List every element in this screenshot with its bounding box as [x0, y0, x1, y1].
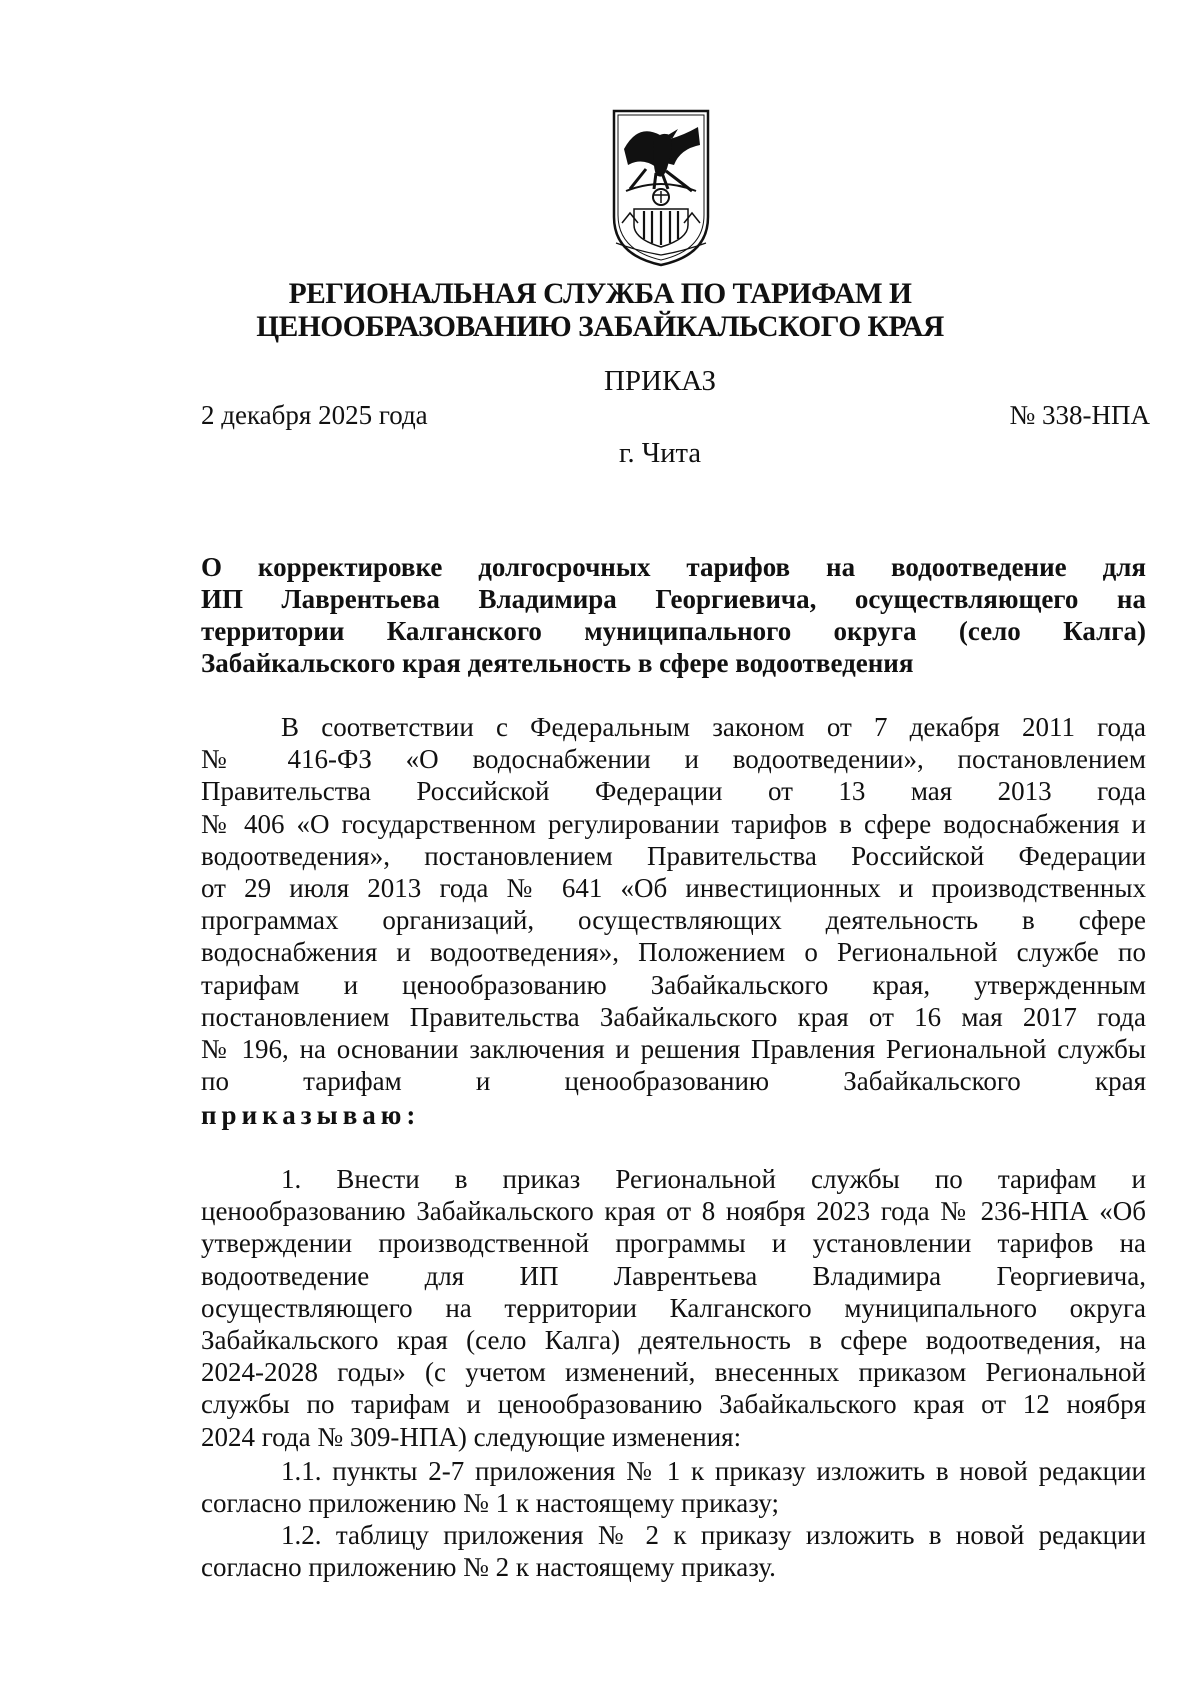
preamble-line: тарифам и ценообразованию Забайкальского края, утвержденным: [201, 969, 1146, 1000]
item-1-line: осуществляющего на территории Калганского муниципального округа: [201, 1292, 1146, 1323]
preamble-line: программах организаций, осуществляющих деятельность в сфере: [201, 905, 1146, 936]
item-1-line: утверждении производственной программы и установлении тарифов на: [201, 1228, 1146, 1259]
preamble-line: от 29 июля 2013 года № 641 «Об инвестиционных и производственных: [201, 873, 1146, 904]
document-date: 2 декабря 2025 года: [201, 400, 428, 430]
preamble-line: № 406 «О государственном регулировании тарифов в сфере водоснабжения и: [201, 808, 1146, 839]
document-city: г. Чита: [619, 438, 701, 469]
title-line: О корректировке долгосрочных тарифов на водоотведение для: [201, 552, 1146, 582]
item-1-line: 1. Внести в приказ Региональной службы по тарифам и: [281, 1164, 1146, 1194]
document-number: № 338-НПА: [1009, 400, 1150, 430]
preamble-line: № 196, на основании заключения и решения Правления Региональной службы: [201, 1034, 1146, 1065]
item-1-line: Забайкальского края (село Калга) деятельность в сфере водоотведения, на: [201, 1325, 1146, 1356]
order-title: [201, 551, 1146, 679]
preamble-line: № 416-ФЗ «О водоснабжении и водоотведении», постановлением: [201, 744, 1146, 775]
document-type: ПРИКАЗ: [603, 365, 717, 397]
preamble-line: постановлением Правительства Забайкальского края от 16 мая 2017 года: [201, 1001, 1146, 1032]
item-1-line: 2024 года № 309-НПА) следующие изменения:: [201, 1421, 742, 1452]
item-1-paragraph: [201, 1163, 1146, 1453]
organization-name-line-1: РЕГИОНАЛЬНАЯ СЛУЖБА ПО ТАРИФАМ И: [288, 278, 912, 310]
title-line: территории Калганского муниципального округа (село Калга): [201, 616, 1146, 646]
organization-name-line-2: ЦЕНООБРАЗОВАНИЮ ЗАБАЙКАЛЬСКОГО КРАЯ: [256, 311, 944, 343]
item-1-2-paragraph: [201, 1519, 1146, 1583]
item-1-line: водоотведение для ИП Лаврентьева Владимира Георгиевича,: [201, 1260, 1146, 1291]
item-1-1-line: 1.1. пункты 2-7 приложения № 1 к приказу изложить в новой редакции: [281, 1456, 1146, 1486]
preamble-line: водоотведения», постановлением Правительства Российской Федерации: [201, 840, 1146, 871]
title-line: Забайкальского края деятельность в сфере водоотведения: [201, 648, 914, 678]
preamble-line: В соответствии с Федеральным законом от 7 декабря 2011 года: [281, 712, 1146, 742]
item-1-line: 2024-2028 годы» (с учетом изменений, внесенных приказом Региональной: [201, 1357, 1146, 1388]
title-line: ИП Лаврентьева Владимира Георгиевича, осуществляющего на: [201, 584, 1146, 614]
item-1-line: службы по тарифам и ценообразованию Забайкальского края от 12 ноября: [201, 1389, 1146, 1420]
preamble-line: Правительства Российской Федерации от 13 мая 2013 года: [201, 776, 1146, 807]
preamble-line: водоснабжения и водоотведения», Положением о Региональной службе по: [201, 937, 1146, 968]
preamble-line: по тарифам и ценообразованию Забайкальского края: [201, 1066, 1146, 1097]
order-word: приказываю:: [201, 1100, 421, 1130]
preamble-paragraph: [201, 711, 1146, 1097]
item-1-2-line: 1.2. таблицу приложения № 2 к приказу изложить в новой редакции: [281, 1520, 1146, 1550]
item-1-1-line: согласно приложению № 1 к настоящему приказу;: [201, 1488, 779, 1519]
coat-of-arms-emblem: [608, 105, 714, 269]
item-1-line: ценообразованию Забайкальского края от 8 ноября 2023 года № 236-НПА «Об: [201, 1196, 1146, 1227]
item-1-1-paragraph: [201, 1455, 1146, 1519]
item-1-2-line: согласно приложению № 2 к настоящему приказу.: [201, 1552, 776, 1583]
